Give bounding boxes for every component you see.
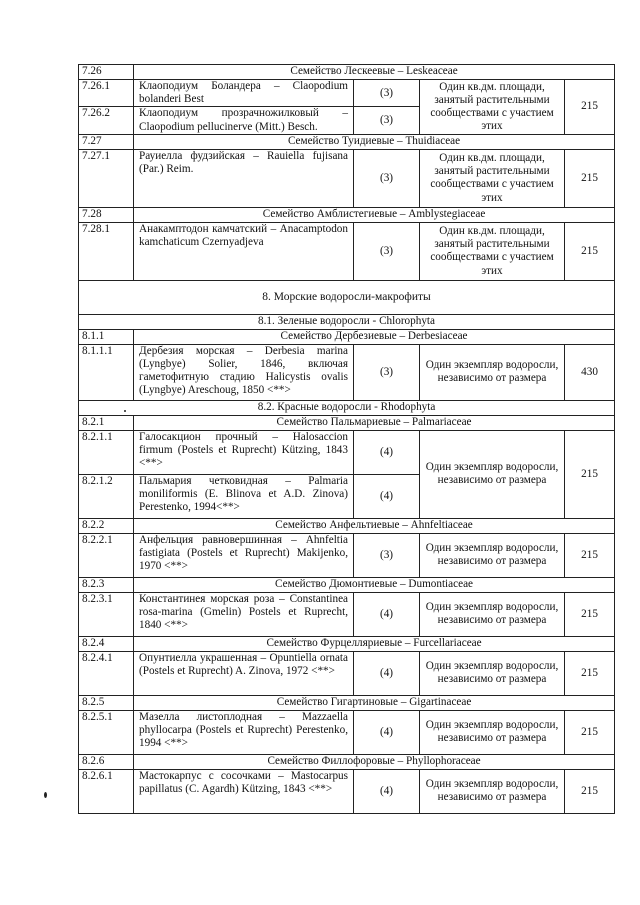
family-row: [79, 577, 615, 592]
family-row: [79, 415, 615, 430]
family-row: [79, 636, 615, 651]
unit-description: Один экземпляр водоросли, независимо от размера: [420, 769, 565, 813]
species-row: [79, 533, 615, 577]
species-name: Мастокарпус с сосочками – Mastocarpus papillatus (C. Agardh) Kützing, 1843 <**>: [134, 769, 354, 813]
row-code: 8.2.5: [79, 695, 134, 710]
species-row: [79, 430, 615, 474]
unit-description: Один экземпляр водоросли, независимо от размера: [420, 533, 565, 577]
amount-value: 215: [565, 710, 615, 754]
amount-value: 215: [565, 430, 615, 518]
row-code: 8.2.1.2: [79, 474, 134, 518]
species-row: [79, 710, 615, 754]
scan-speck: [124, 410, 126, 412]
category-value: (3): [354, 107, 420, 134]
category-value: (4): [354, 474, 420, 518]
row-code: 8.2.1.1: [79, 430, 134, 474]
group-row: [79, 314, 615, 329]
family-title: Семейство Амблистегиевые – Amblystegiaceae: [134, 207, 615, 222]
category-value: (4): [354, 430, 420, 474]
species-name: Константинея морская роза – Constantinea rosa-marina (Gmelin) Postels et Ruprecht, 1840 <**>: [134, 592, 354, 636]
row-code: 8.2.2: [79, 518, 134, 533]
family-title: Семейство Пальмариевые – Palmariaceae: [134, 415, 615, 430]
category-value: (4): [354, 769, 420, 813]
species-row: [79, 344, 615, 400]
scan-speck: [44, 792, 47, 798]
section-row: [79, 280, 615, 314]
species-name: Клаоподиум прозрачножилковый – Claopodium pellucinerve (Mitt.) Besch.: [134, 107, 354, 134]
amount-value: 215: [565, 80, 615, 135]
row-code: 8.2.5.1: [79, 710, 134, 754]
species-name: Рауиелла фудзийская – Rauiella fujisana (Par.) Reim.: [134, 149, 354, 207]
amount-value: 215: [565, 222, 615, 280]
species-rates-table: [78, 64, 615, 814]
family-title: Семейство Гигартиновые – Gigartinaceae: [134, 695, 615, 710]
family-row: [79, 695, 615, 710]
category-value: (4): [354, 592, 420, 636]
family-title: Семейство Фурцелляриевые – Furcellariaceae: [134, 636, 615, 651]
row-code: 7.28.1: [79, 222, 134, 280]
row-code: 8.2.6.1: [79, 769, 134, 813]
species-name: Дербезия морская – Derbesia marina (Lyngbye) Solier, 1846, включая гаметофитную стадию Halicystis ovalis (Lyngbye) Areschoug, 1850 <**>: [134, 344, 354, 400]
category-value: (3): [354, 149, 420, 207]
row-code: 7.28: [79, 207, 134, 222]
amount-value: 215: [565, 592, 615, 636]
unit-description: Один экземпляр водоросли, независимо от размера: [420, 592, 565, 636]
category-value: (4): [354, 710, 420, 754]
species-row: [79, 222, 615, 280]
species-name: Анфельция равновершинная – Ahnfeltia fastigiata (Postels et Ruprecht) Makijenko, 1970 <**>: [134, 533, 354, 577]
row-code: 7.26.2: [79, 107, 134, 134]
unit-description: Один кв.дм. площади, занятый растительными сообществами с участием этих: [420, 80, 565, 135]
family-row: [79, 134, 615, 149]
section-title: 8. Морские водоросли-макрофиты: [79, 280, 615, 314]
family-title: Семейство Филлофоровые – Phyllophoraceae: [134, 754, 615, 769]
category-value: (4): [354, 651, 420, 695]
family-row: [79, 207, 615, 222]
family-title: Семейство Туидиевые – Thuidiaceae: [134, 134, 615, 149]
species-name: Мазелла листоплодная – Mazzaella phyllocarpa (Postels et Ruprecht) Perestenko, 1994 <**>: [134, 710, 354, 754]
amount-value: 215: [565, 769, 615, 813]
family-title: Семейство Дюмонтиевые – Dumontiaceae: [134, 577, 615, 592]
row-code: 7.27: [79, 134, 134, 149]
species-row: [79, 592, 615, 636]
unit-description: Один кв.дм. площади, занятый растительными сообществами с участием этих: [420, 222, 565, 280]
unit-description: Один экземпляр водоросли, независимо от размера: [420, 651, 565, 695]
row-code: 8.1.1: [79, 329, 134, 344]
row-code: 8.2.3: [79, 577, 134, 592]
family-title: Семейство Лескеевые – Leskeaceae: [134, 65, 615, 80]
group-title: 8.2. Красные водоросли - Rhodophyta: [79, 400, 615, 415]
category-value: (3): [354, 344, 420, 400]
row-code: 7.26.1: [79, 80, 134, 107]
amount-value: 215: [565, 533, 615, 577]
unit-description: Один экземпляр водоросли, независимо от размера: [420, 344, 565, 400]
amount-value: 215: [565, 149, 615, 207]
group-title: 8.1. Зеленые водоросли - Chlorophyta: [79, 314, 615, 329]
species-name: Пальмария четковидная – Palmaria moniliformis (E. Blinova et A.D. Zinova) Perestenko, 1994<**>: [134, 474, 354, 518]
row-code: 8.2.1: [79, 415, 134, 430]
unit-description: Один экземпляр водоросли, независимо от размера: [420, 710, 565, 754]
category-value: (3): [354, 533, 420, 577]
group-row: [79, 400, 615, 415]
family-row: [79, 518, 615, 533]
row-code: 8.2.2.1: [79, 533, 134, 577]
species-name: Анакамптодон камчатский – Anacamptodon kamchaticum Czernyadjeva: [134, 222, 354, 280]
row-code: 7.26: [79, 65, 134, 80]
row-code: 7.27.1: [79, 149, 134, 207]
row-code: 8.2.4: [79, 636, 134, 651]
species-name: Клаоподиум Боландера – Claopodium bolanderi Best: [134, 80, 354, 107]
family-row: [79, 329, 615, 344]
species-row: [79, 769, 615, 813]
species-row: [79, 651, 615, 695]
row-code: 8.2.6: [79, 754, 134, 769]
family-title: Семейство Анфельтиевые – Ahnfeltiaceae: [134, 518, 615, 533]
family-row: [79, 65, 615, 80]
amount-value: 215: [565, 651, 615, 695]
family-row: [79, 754, 615, 769]
row-code: 8.2.4.1: [79, 651, 134, 695]
unit-description: Один кв.дм. площади, занятый растительными сообществами с участием этих: [420, 149, 565, 207]
category-value: (3): [354, 80, 420, 107]
row-code: 8.2.3.1: [79, 592, 134, 636]
species-name: Галосакцион прочный – Halosaccion firmum (Postels et Ruprecht) Kützing, 1843 <**>: [134, 430, 354, 474]
family-title: Семейство Дербезиевые – Derbesiaceae: [134, 329, 615, 344]
category-value: (3): [354, 222, 420, 280]
row-code: 8.1.1.1: [79, 344, 134, 400]
species-row: [79, 80, 615, 107]
species-name: Опунтиелла украшенная – Opuntiella ornata (Postels et Ruprecht) A. Zinova, 1972 <**>: [134, 651, 354, 695]
amount-value: 430: [565, 344, 615, 400]
species-row: [79, 149, 615, 207]
unit-description: Один экземпляр водоросли, независимо от размера: [420, 430, 565, 518]
